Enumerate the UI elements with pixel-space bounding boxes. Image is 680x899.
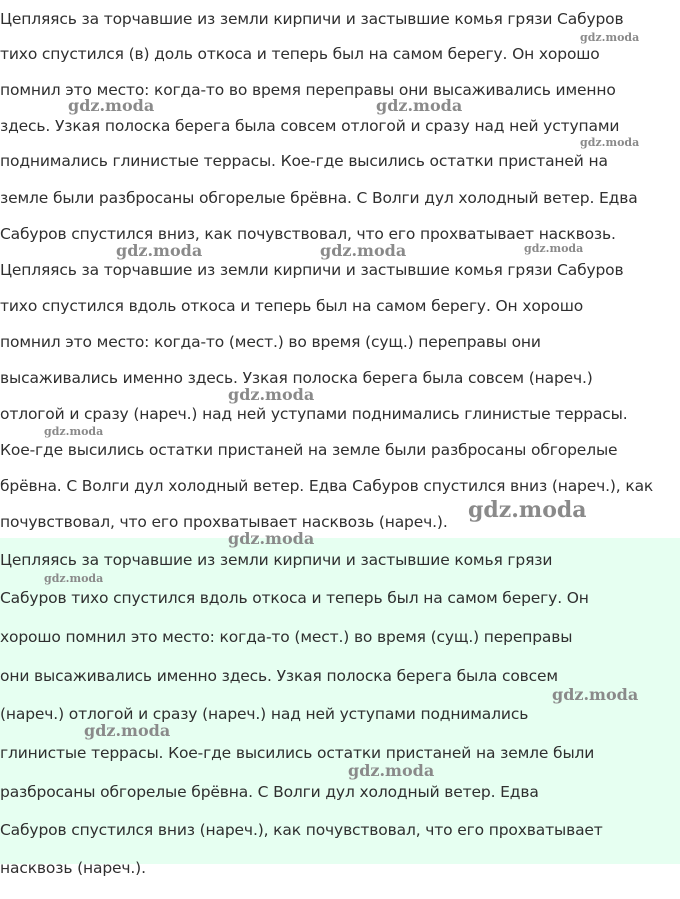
text-line: Цепляясь за торчавшие из земли кирпичи и застывшие комья грязи Сабуров [0, 10, 624, 28]
original-text-block [0, 0, 680, 250]
text-line: Цепляясь за торчавшие из земли кирпичи и застывшие комья грязи Сабуров [0, 261, 624, 279]
watermark: gdz.moda [348, 761, 435, 780]
watermark: gdz.moda [228, 529, 315, 548]
text-line: Цепляясь за торчавшие из земли кирпичи и застывшие комья грязи [0, 551, 553, 569]
text-line: (нареч.) отлогой и сразу (нареч.) над ней уступами поднимались [0, 705, 529, 723]
watermark: gdz.moda [552, 685, 639, 704]
text-line: почувствовал, что его прохватывает насквозь (нареч.). [0, 513, 448, 531]
text-line: Сабуров спустился вниз (нареч.), как почувствовал, что его прохватывает [0, 821, 603, 839]
watermark: gdz.moda [68, 96, 155, 115]
watermark: gdz.moda [44, 572, 104, 585]
text-line: здесь. Узкая полоска берега была совсем отлогой и сразу над ней уступами [0, 117, 620, 135]
watermark: gdz.moda [320, 241, 407, 260]
text-line: тихо спустился вдоль откоса и теперь был на самом берегу. Он хорошо [0, 297, 584, 315]
text-line: брёвна. С Волги дул холодный ветер. Едва Сабуров спустился вниз (нареч.), как [0, 477, 654, 495]
text-line: хорошо помнил это место: когда-то (мест.) во время (сущ.) переправы [0, 628, 573, 646]
watermark: gdz.moda [84, 721, 171, 740]
text-line: тихо спустился (в) доль откоса и теперь был на самом берегу. Он хорошо [0, 45, 600, 63]
text-line: помнил это место: когда-то (мест.) во время (сущ.) переправы они [0, 333, 541, 351]
text-line: они высаживались именно здесь. Узкая полоска берега была совсем [0, 667, 558, 685]
text-line: разбросаны обгорелые брёвна. С Волги дул холодный ветер. Едва [0, 783, 539, 801]
text-line: земле были разбросаны обгорелые брёвна. С Волги дул холодный ветер. Едва [0, 189, 638, 207]
text-line: поднимались глинистые террасы. Кое-где высились остатки пристаней на [0, 152, 608, 170]
text-line: Сабуров тихо спустился вдоль откоса и теперь был на самом берегу. Он [0, 589, 589, 607]
text-line: высаживались именно здесь. Узкая полоска берега была совсем (нареч.) [0, 369, 593, 387]
watermark: gdz.moda [376, 96, 463, 115]
annotated-text-block [0, 258, 680, 538]
watermark: gdz.moda [580, 31, 640, 44]
watermark: gdz.moda [44, 425, 104, 438]
text-line: Сабуров спустился вниз, как почувствовал, что его прохватывает насквозь. [0, 225, 616, 243]
highlighted-answer-block [0, 538, 680, 877]
text-line: отлогой и сразу (нареч.) над ней уступами поднимались глинистые террасы. [0, 405, 628, 423]
watermark: gdz.moda [228, 385, 315, 404]
watermark: gdz.moda [468, 497, 587, 523]
watermark: gdz.moda [580, 136, 640, 149]
watermark: gdz.moda [524, 242, 584, 255]
text-line: помнил это место: когда-то во время переправы они высаживались именно [0, 81, 616, 99]
watermark: gdz.moda [116, 241, 203, 260]
text-line: насквозь (нареч.). [0, 859, 146, 877]
text-line: глинистые террасы. Кое-где высились остатки пристаней на земле были [0, 744, 595, 762]
text-line: Кое-где высились остатки пристаней на земле были разбросаны обгорелые [0, 441, 618, 459]
